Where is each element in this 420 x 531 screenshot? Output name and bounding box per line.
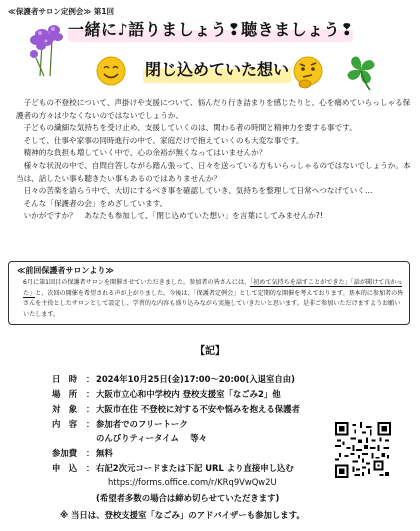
- title-line-2: 閉じ込めていた想い: [143, 57, 291, 83]
- intro-paragraph: 子どもの不登校について、声掛けや支援について、悩んだり行き詰まりを感じたりと、心を痛めていらっしゃる保護者の方々は少なくないのではないでしょうか。: [16, 98, 411, 120]
- intro-paragraph: そんな「保護者の会」をめざしています。: [23, 198, 168, 208]
- intro-paragraph: 子どもの繊細な気持ちを受け止め、支援していくのは、関わる者の時間と精神力を要する事です。: [23, 123, 357, 133]
- previous-salon-title: ≪前回保護者サロンより≫: [17, 266, 114, 275]
- intro-paragraph: 日々の苦楽を語らう中で、大切にするべき事を確認していき、気持ちを整理して日常へつなげていく…: [23, 186, 373, 196]
- ki-heading: 【記】: [195, 346, 225, 357]
- quote-highlight: 「初めて気持ちを話すことができた」「話が聞けて良かった」: [23, 279, 403, 297]
- title-line-1: 一緒に♪語りましょう❢聴きましょう❢: [68, 18, 353, 42]
- previous-salon-box: [8, 261, 410, 325]
- intro-paragraph: 様々な状況の中で、自問自答しながら踏ん張って、日々を送っている方もいらっしゃるのではないでしょうか。本当は、話したい事も聴きたい事もあるのではありませんか？: [16, 160, 411, 183]
- intro-text: [16, 97, 412, 223]
- footer-note: ※ 当日は、登校支援室「なごみ」のアドバイザーも参加します。: [60, 510, 305, 520]
- intro-paragraph: いかがですか？ あなたも参加して、「閉じ込めていた想い」を言葉にしてみませんか?!: [23, 211, 323, 221]
- series-label: ≪保護者サロン定例会≫ 第1回: [8, 7, 115, 16]
- intro-paragraph: そして、仕事や家事の同時進行の中で、家庭だけで抱えていくのも大変な事です。: [23, 135, 304, 145]
- intro-paragraph: 精神的な負担も増していく中で、心の余裕が無くなってはいませんか？: [23, 148, 267, 158]
- smiley-face-icon: [96, 56, 126, 86]
- clover-icon: [340, 50, 382, 92]
- lavender-flower-icon: [28, 20, 66, 78]
- previous-salon-text: 6月に第1回目の保護者サロンを開催させていただきました。参加者の皆さんには、「初めて気持ちを話すことができた」「話が聞けて良かった」と、次回の開催を希望される声が上がりました。今後は、「保護者定例会」として定期的な開催を考えております。基本的に参加者の皆さんを主役としたサロンとして設定し、学習的な内容も盛り込みながら実施していきたいと思います。是非ご参加いただけますようお願いいたします。: [23, 279, 404, 318]
- qr-code-icon[interactable]: [335, 422, 391, 478]
- thinking-face-icon: [292, 56, 326, 90]
